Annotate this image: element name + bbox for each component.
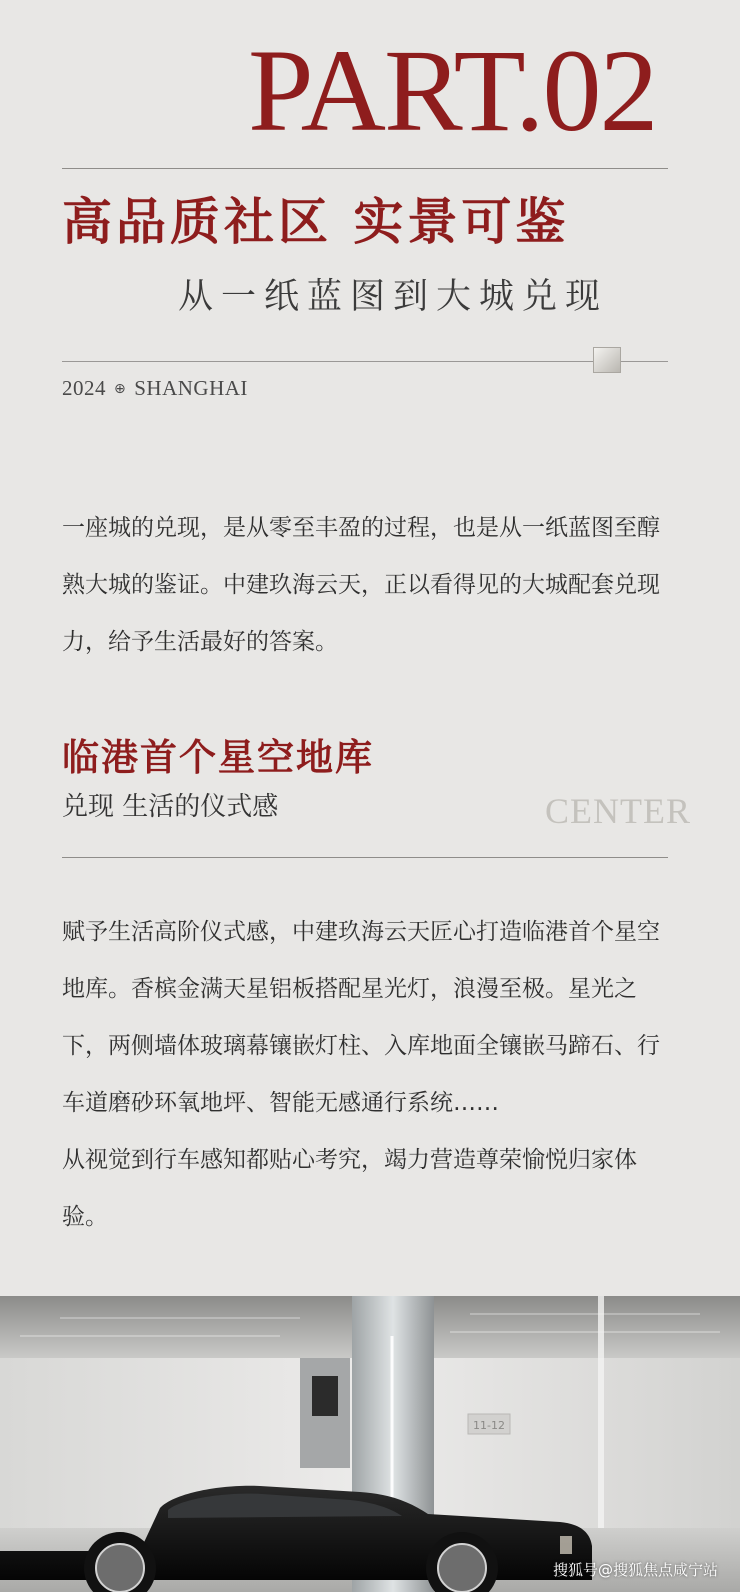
section-title: 临港首个星空地库 [62,736,374,779]
globe-icon: ⊕ [114,381,127,397]
garage-photo [0,1296,740,1592]
subheadline: 从一纸蓝图到大城兑现 [178,277,609,317]
part-label: PART.02 [248,25,657,156]
section-text-2: 从视觉到行车感知都贴心考究，竭力营造尊荣愉悦归家体验。 [62,1147,637,1230]
intro-paragraph [62,500,682,671]
bay-sign-text: 11-12 [473,1419,505,1432]
garage-illustration [0,1296,740,1592]
date-year: 2024 [62,376,106,400]
car-headlight [560,1536,572,1554]
date-city: SHANGHAI [134,376,248,400]
section-subtitle: 兑现 生活的仪式感 [62,792,279,822]
section-paragraph [62,904,682,1246]
center-decor-word: CENTER [545,791,691,831]
section-divider [62,857,668,858]
header-divider [62,361,668,362]
door-window [312,1376,338,1416]
top-divider [62,168,668,169]
square-marker-icon [593,347,621,373]
section-text-1: 赋予生活高阶仪式感，中建玖海云天匠心打造临港首个星空地库。香槟金满天星铝板搭配星光灯，浪漫至极。星光之下，两侧墙体玻璃幕镶嵌灯柱、入库地面全镶嵌马蹄石、行车道磨砂环氧地坪、智能无感通行系统…… [62,919,660,1116]
headline: 高品质社区 实景可鉴 [62,193,570,251]
watermark: 搜狐号@搜狐焦点咸宁站 [552,1561,718,1579]
intro-text: 一座城的兑现，是从零至丰盈的过程，也是从一纸蓝图至醇熟大城的鉴证。中建玖海云天，正以看得见的大城配套兑现力，给予生活最好的答案。 [62,515,660,655]
dateline [62,376,248,401]
